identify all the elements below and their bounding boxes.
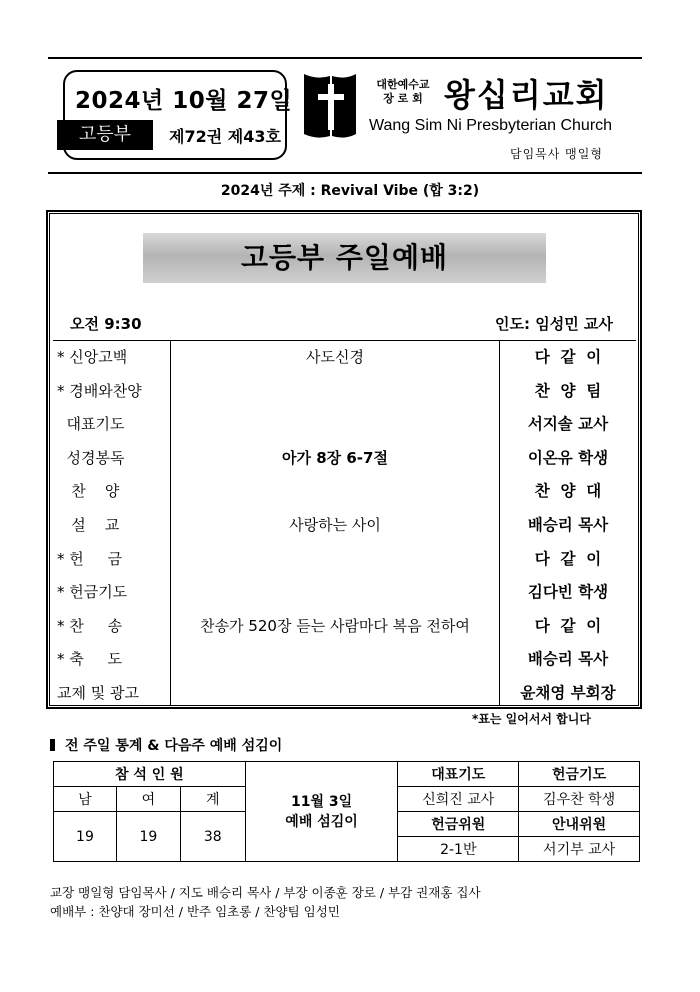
male-count: 19 <box>54 812 117 862</box>
footer-line2: 예배부 : 찬양대 장미선 / 반주 임초롱 / 찬양팀 임성민 <box>50 904 340 919</box>
col-total: 계 <box>180 787 245 812</box>
order-row <box>53 642 636 675</box>
order-person: 윤채영 부회장 <box>520 684 616 702</box>
female-count: 19 <box>116 812 180 862</box>
order-row <box>53 474 636 507</box>
staff-footer <box>50 883 481 921</box>
leader-label: 인도: <box>495 315 530 333</box>
order-row <box>53 374 636 407</box>
denomination-line2: 장 로 회 <box>383 92 423 105</box>
role-header: 안내위원 <box>519 812 640 837</box>
order-item: * 찬 송 <box>57 616 123 635</box>
order-row <box>53 542 636 575</box>
order-person: 다 같 이 <box>534 616 602 635</box>
attendance-header: 참 석 인 원 <box>54 762 246 787</box>
stats-heading <box>50 735 282 755</box>
col-female: 여 <box>116 787 180 812</box>
order-person: 다 같 이 <box>534 549 602 568</box>
header-bottom-rule <box>48 172 642 174</box>
order-person: 찬 양 대 <box>534 482 602 501</box>
service-time: 오전 9:30 <box>70 315 142 333</box>
role-person: 2-1반 <box>398 837 519 862</box>
leader-name: 임성민 교사 <box>535 315 613 333</box>
square-bullet-icon <box>50 739 55 751</box>
role-person: 김우찬 학생 <box>519 787 640 812</box>
order-item: 대표기도 <box>57 415 125 434</box>
service-title: 고등부 주일예배 <box>143 233 546 283</box>
church-name-korean: 왕십리교회 <box>444 76 609 114</box>
role-header: 헌금위원 <box>398 812 519 837</box>
col-male: 남 <box>54 787 117 812</box>
bulletin-date: 2024년 10월 27일 <box>75 88 293 114</box>
order-person: 이온유 학생 <box>527 448 609 467</box>
order-item: 설 교 <box>57 516 120 534</box>
order-item: * 헌금기도 <box>57 583 128 602</box>
order-row <box>53 609 636 642</box>
volume-number: 제72권 제43호 <box>169 127 281 146</box>
next-date: 11월 3일 <box>290 793 353 810</box>
order-row <box>53 508 636 541</box>
order-row <box>53 340 636 373</box>
order-row <box>53 575 636 608</box>
header-top-rule <box>48 57 642 59</box>
order-person: 배승리 목사 <box>527 650 609 669</box>
footer-line1: 교장 맹일형 담임목사 / 지도 배승리 목사 / 부장 이종훈 장로 / 부감 권재홍 집사 <box>50 885 481 900</box>
church-name-english: Wang Sim Ni Presbyterian Church <box>369 117 613 134</box>
order-person: 김다빈 학생 <box>527 583 609 602</box>
senior-pastor: 담임목사 맹일형 <box>510 147 603 161</box>
order-item: * 축 도 <box>57 650 123 669</box>
order-row <box>53 407 636 440</box>
order-item: 찬 양 <box>57 482 120 501</box>
total-count: 38 <box>180 812 245 862</box>
order-row <box>53 676 636 709</box>
role-header: 대표기도 <box>398 762 519 787</box>
standing-note: *표는 일어서서 합니다 <box>472 712 591 726</box>
order-person: 서지솔 교사 <box>527 415 609 434</box>
service-leader <box>495 313 613 334</box>
order-item: * 경배와찬양 <box>57 381 142 400</box>
order-content: 찬송가 520장 듣는 사람마다 복음 전하여 <box>200 616 470 635</box>
order-person: 다 같 이 <box>534 348 602 366</box>
next-label: 예배 섬김이 <box>285 813 358 830</box>
role-person: 서기부 교사 <box>519 837 640 862</box>
order-person: 배승리 목사 <box>527 516 609 534</box>
next-week-cell <box>245 762 398 862</box>
order-item: 교제 및 광고 <box>57 684 139 702</box>
order-content: 사도신경 <box>306 348 364 366</box>
order-content: 사랑하는 사이 <box>289 516 381 534</box>
order-item: * 신앙고백 <box>57 348 128 366</box>
department-badge: 고등부 <box>57 120 153 150</box>
denomination-line1: 대한예수교 <box>376 78 430 91</box>
stats-heading-text: 전 주일 통계 & 다음주 예배 섬김이 <box>65 738 283 754</box>
order-person: 찬 양 팀 <box>534 381 602 400</box>
order-item: * 헌 금 <box>57 549 123 568</box>
cross-book-icon <box>301 70 359 140</box>
denomination <box>368 78 438 106</box>
stats-table <box>53 761 640 862</box>
role-person: 신희진 교사 <box>398 787 519 812</box>
year-theme: 2024년 주제 : Revival Vibe (합 3:2) <box>220 183 480 199</box>
role-header: 헌금기도 <box>519 762 640 787</box>
order-item: 성경봉독 <box>57 448 125 467</box>
order-content: 아가 8장 6-7절 <box>282 448 388 467</box>
order-row <box>53 441 636 474</box>
date-box <box>63 70 293 160</box>
